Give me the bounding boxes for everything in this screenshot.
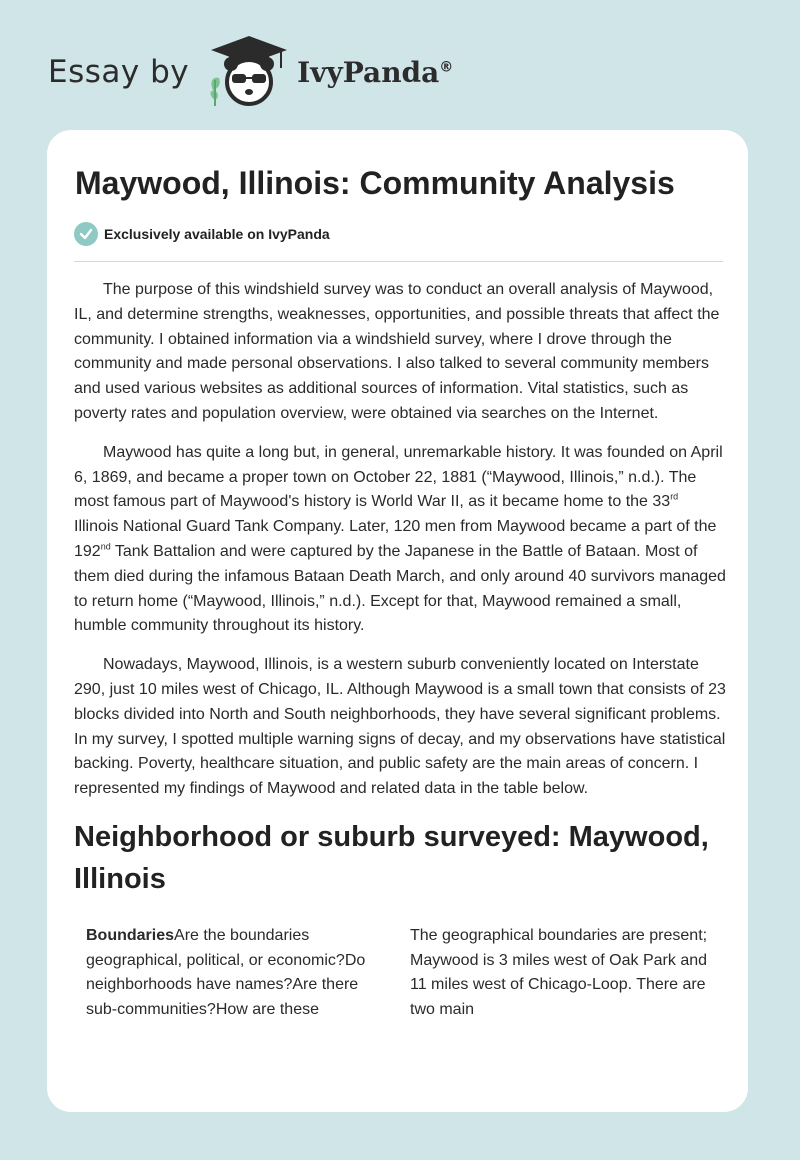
exclusive-badge bbox=[74, 222, 330, 246]
brand-prefix: Essay by bbox=[48, 54, 190, 90]
table-cell-criteria: BoundariesAre the boundaries geographical, political, or economic?Do neighborhoods have names?Are there sub-communities?How are these bbox=[86, 926, 366, 1018]
divider bbox=[74, 261, 723, 262]
essay-body bbox=[74, 278, 726, 1022]
paragraph-2: Maywood has quite a long but, in general, unremarkable history. It was founded on April 6, 1869, and became a proper town on October 22, 1881 (“Maywood, Illinois,” n.d.). The most famous part of Maywood's history is World War II, as it became home to the 33rd Illinois National Guard Tank Company. Later, 120 men from Maywood became a part of the 192nd Tank Battalion and were captured by the Japanese in the Battle of Bataan. Most of them died during the infamous Bataan Death March, and only around 40 survivors managed to return home (“Maywood, Illinois,” n.d.). Except for that, Maywood remained a small, humble community throughout its history. bbox=[74, 443, 726, 635]
paragraph-1: The purpose of this windshield survey was to conduct an overall analysis of Maywood, IL, and determine strengths, weaknesses, opportunities, and possible threats that affect the community. I obtained information via a windshield survey, where I drove through the community and made personal observations. I also talked to several community members and used various websites as additional sources of information. Vital statistics, such as poverty rates and population overview, were obtained via searches on the Internet. bbox=[74, 281, 720, 422]
table-cell-findings: The geographical boundaries are present; Maywood is 3 miles west of Oak Park and 11 miles west of Chicago-Loop. There are two main bbox=[410, 926, 708, 1018]
exclusive-label: Exclusively available on IvyPanda bbox=[104, 226, 330, 242]
page-title: Maywood, Illinois: Community Analysis bbox=[75, 165, 675, 201]
section-heading: Neighborhood or suburb surveyed: Maywood, Illinois bbox=[74, 820, 709, 895]
table-row bbox=[74, 924, 726, 1022]
paragraph-3: Nowadays, Maywood, Illinois, is a western suburb conveniently located on Interstate 290, just 10 miles west of Chicago, IL. Although Maywood is a small town that consists of 23 blocks divided into North and South neighborhoods, they have several significant problems. In my survey, I spotted multiple warning signs of decay, and my observations have statistical backing. Poverty, healthcare situation, and public safety are the main areas of concern. I represented my findings of Maywood and related data in the table below. bbox=[74, 656, 726, 798]
site-header-brand[interactable] bbox=[48, 34, 453, 110]
brand-name: IvyPanda® bbox=[297, 55, 454, 89]
essay-card bbox=[47, 130, 748, 1112]
panda-graduate-icon bbox=[201, 34, 297, 110]
check-icon bbox=[74, 222, 98, 246]
